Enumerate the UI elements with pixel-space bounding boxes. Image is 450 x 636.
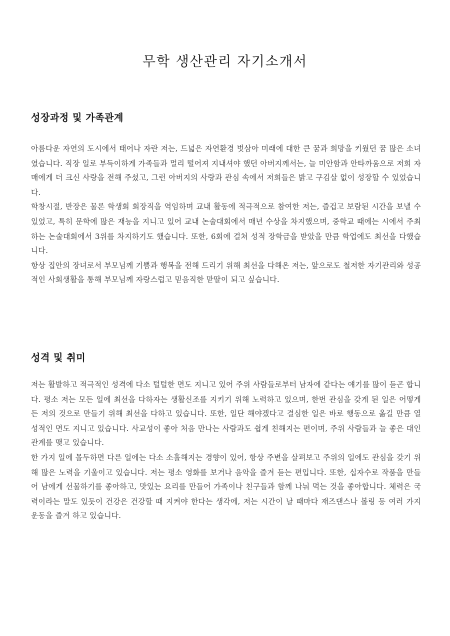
section-heading-personality-hobby: 성격 및 취미	[31, 353, 86, 364]
paragraph: 한 가지 일에 몰두하면 다른 일에는 다소 소홀해지는 경향이 있어, 항상 주변을 살펴보고 주위의 일에도 관심을 갖기 위해 많은 노력을 기울이고 있습니다. 저는 평소 영화를 보거나 음악을 즐겨 듣는 편입니다. 또한, 십자수로 작품을 만들어 남에게 선물하기를 좋아하고, 맛있는 요리를 만들어 가족이나 친구들과 함께 나눠 먹는 것을 좋아합니다. 체력은 국력이라는 말도 있듯이 건강은 건강할 때 지켜야 한다는 생각에, 저는 시간이 날 때마다 재즈댄스나 볼링 등 여러 가지 운동을 즐겨 하고 있습니다.	[31, 452, 421, 521]
section-heading-growth-family: 성장과정 및 가족관계	[31, 113, 124, 124]
paragraph: 저는 활발하고 적극적인 성격에 다소 털털한 면도 지니고 있어 주위 사람들로부터 남자에 같다는 얘기를 많이 듣곤 합니다. 평소 저는 모든 일에 최선을 다하자는 생활신조를 지키기 위해 노력하고 있으며, 한번 관심을 갖게 된 일은 어떻게든 저의 것으로 만들기 위해 최선을 다하고 있습니다. 또한, 일단 해야겠다고 결심한 일은 바로 행동으로 옮길 만큼 열성적인 면도 지니고 있습니다. 사교성이 좋아 처음 만나는 사람과도 쉽게 친해지는 편이며, 주위 사람들과 늘 좋은 대인관계를 맺고 있습니다.	[31, 380, 421, 448]
document-title: 무학 생산관리 자기소개서	[142, 54, 308, 70]
paragraph: 항상 집안의 장녀로서 부모님께 기쁨과 행복을 전해 드리기 위해 최선을 다해온 저는, 앞으로도 철저한 자기관리와 성공적인 사회생활을 통해 부모님께 자랑스럽고 믿음직한 맏딸이 되고 싶습니다.	[31, 260, 421, 285]
section-body-personality-hobby	[31, 378, 421, 524]
section-body-growth-family	[31, 142, 421, 288]
paragraph: 아름다운 자연의 도시에서 태어나 자란 저는, 드넓은 자연환경 벗삼아 미래에 대한 큰 꿈과 희망을 키웠던 꿈 많은 소녀였습니다. 직장 일로 부득이하게 가족들과 멀리 떨어져 지내셔야 했던 아버지께서는, 늘 미안함과 안타까움으로 저희 자매에게 더 크신 사랑을 전해 주셨고, 그런 아버지의 사랑과 관심 속에서 저희들은 밝고 구김살 없이 성장할 수 있었습니다.	[31, 144, 421, 197]
paragraph: 학창시절, 반장은 물론 학생회 회장직을 역임하며 교내 활동에 적극적으로 참여한 저는, 즐겁고 보람된 시간을 보낼 수 있었고, 특히 문학에 많은 재능을 지니고 있어 교내 논술대회에서 매년 수상을 차지했으며, 중학교 때에는 시에서 주최하는 논술대회에서 3위를 차지하기도 했습니다. 또한, 6회에 걸쳐 성적 장학금을 받았을 만큼 학업에도 최선을 다했습니다.	[31, 202, 421, 256]
